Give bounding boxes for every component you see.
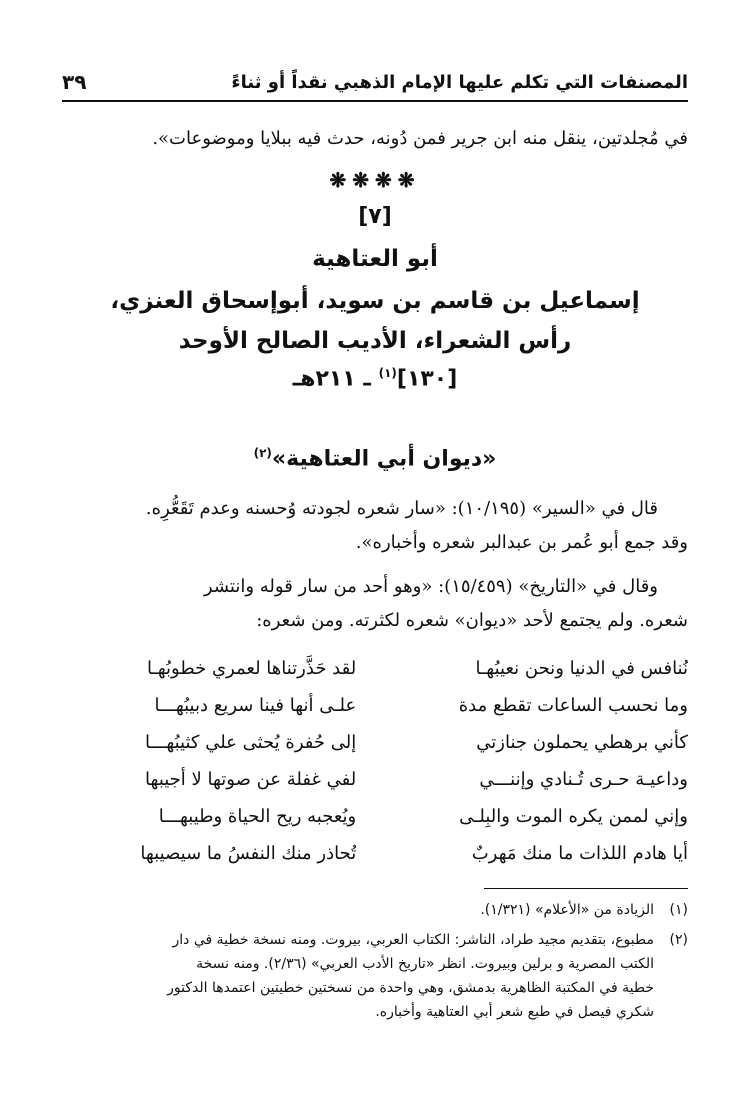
work-title <box>62 446 688 471</box>
entry-title-name: أبو العتاهية <box>312 246 438 272</box>
poem-verse <box>62 687 688 724</box>
verse-first-hemistich: وما نحسب الساعات تقطع مدة <box>458 695 688 716</box>
paragraph-tarikh <box>62 570 688 638</box>
paragraph-siyar <box>62 492 688 560</box>
poem-verse <box>62 835 688 872</box>
footnote-number: (١) <box>669 902 688 918</box>
poem <box>62 650 688 872</box>
paragraph-line: وقد جمع أبو عُمر بن عبدالبر شعره وأخباره». <box>355 532 688 553</box>
birth-year: [١٣٠] <box>396 366 458 392</box>
paragraph-line: قال في «السير» (١٠/١٩٥): «سار شعره لجودته وُحسنه وعدم تَقَعُّرِه. <box>145 498 658 519</box>
verse-first-hemistich: أيا هادم اللذات ما منك مَهربٌ <box>471 843 688 864</box>
footnote-line: الكتب المصرية و برلين وبيروت. انظر «تاريخ الأدب العربي» (٢/٣٦). ومنه نسخة <box>196 956 654 972</box>
verse-second-hemistich: تُحاذر منك النفسُ ما سيصيبها <box>140 843 357 864</box>
header-divider <box>62 100 688 102</box>
paragraph-line: شعره. ولم يجتمع لأحد «ديوان» شعره لكثرته. ومن شعره: <box>256 610 688 631</box>
footnote-line: مطبوع، بتقديم مجيد طراد، الناشر: الكتاب العربي، بيروت. ومنه نسخة خطية في دار <box>172 932 654 948</box>
footnote-line: الزيادة من «الأعلام» (١/٣٢١). <box>480 902 654 918</box>
verse-second-hemistich: علـى أنها فينا سريع دبيبُهـــا <box>154 695 357 716</box>
section-separator: ❋❋❋❋ <box>329 168 421 192</box>
footnote-2 <box>62 928 688 1024</box>
footnote-divider <box>484 888 688 889</box>
footnote-ref-1: (١) <box>378 366 397 380</box>
running-header <box>62 66 688 98</box>
intro-paragraph <box>62 122 688 156</box>
intro-line: في مُجلدتين، ينقل منه ابن جرير فمن دُونه، حدث فيه ببلايا وموضوعات». <box>152 128 688 149</box>
verse-first-hemistich: وإني لممن يكره الموت والبِلـى <box>459 806 688 827</box>
entry-number: [٧] <box>358 204 392 229</box>
footnote-text <box>62 898 654 922</box>
verse-first-hemistich: كأني برهطي يحملون جنازتي <box>476 732 688 753</box>
footnote-1 <box>62 898 688 922</box>
poem-verse <box>62 650 688 687</box>
death-year: ـ ٢١١هـ <box>292 366 379 392</box>
footnote-line: خطية في المكتبة الظاهرية بدمشق، وهي واحدة من نسختين خطيتين اعتمدها الدكتور <box>167 980 654 996</box>
footnote-line: شكري فيصل في طبع شعر أبي العتاهية وأخباره. <box>375 1004 654 1020</box>
verse-second-hemistich: إلى حُفرة يُحثى علي كثيبُهـــا <box>145 732 357 753</box>
work-title-text: «ديوان أبي العتاهية» <box>271 446 497 472</box>
poem-verse <box>62 761 688 798</box>
verse-second-hemistich: لقد حَذَّرتناها لعمري خطوبُهـا <box>146 658 357 679</box>
verse-second-hemistich: ويُعجبه ريح الحياة وطيبهـــا <box>158 806 357 827</box>
paragraph-line: وقال في «التاريخ» (١٥/٤٥٩): «وهو أحد من سار قوله وانتشر <box>203 576 658 597</box>
verse-second-hemistich: لفي غفلة عن صوتها لا أجيبها <box>145 769 357 790</box>
footnotes <box>62 898 688 1030</box>
entry-title-dates <box>62 366 688 391</box>
verse-first-hemistich: نُنافس في الدنيا ونحن نعيبُهـا <box>475 658 688 679</box>
footnote-number: (٢) <box>669 932 688 948</box>
entry-title-full-name: إسماعيل بن قاسم بن سويد، أبوإسحاق العنزي، <box>110 288 640 314</box>
poem-verse <box>62 798 688 835</box>
page-number: ٣٩ <box>62 70 87 94</box>
footnote-text <box>62 928 654 1024</box>
entry-title-description: رأس الشعراء، الأديب الصالح الأوحد <box>178 328 572 354</box>
footnote-ref-2: (٢) <box>253 446 272 460</box>
running-header-title: المصنفات التي تكلم عليها الإمام الذهبي نقداً أو ثناءً <box>231 71 688 93</box>
verse-first-hemistich: وداعيـة حـرى تُـنادي وإننـــي <box>479 769 688 790</box>
poem-verse <box>62 724 688 761</box>
